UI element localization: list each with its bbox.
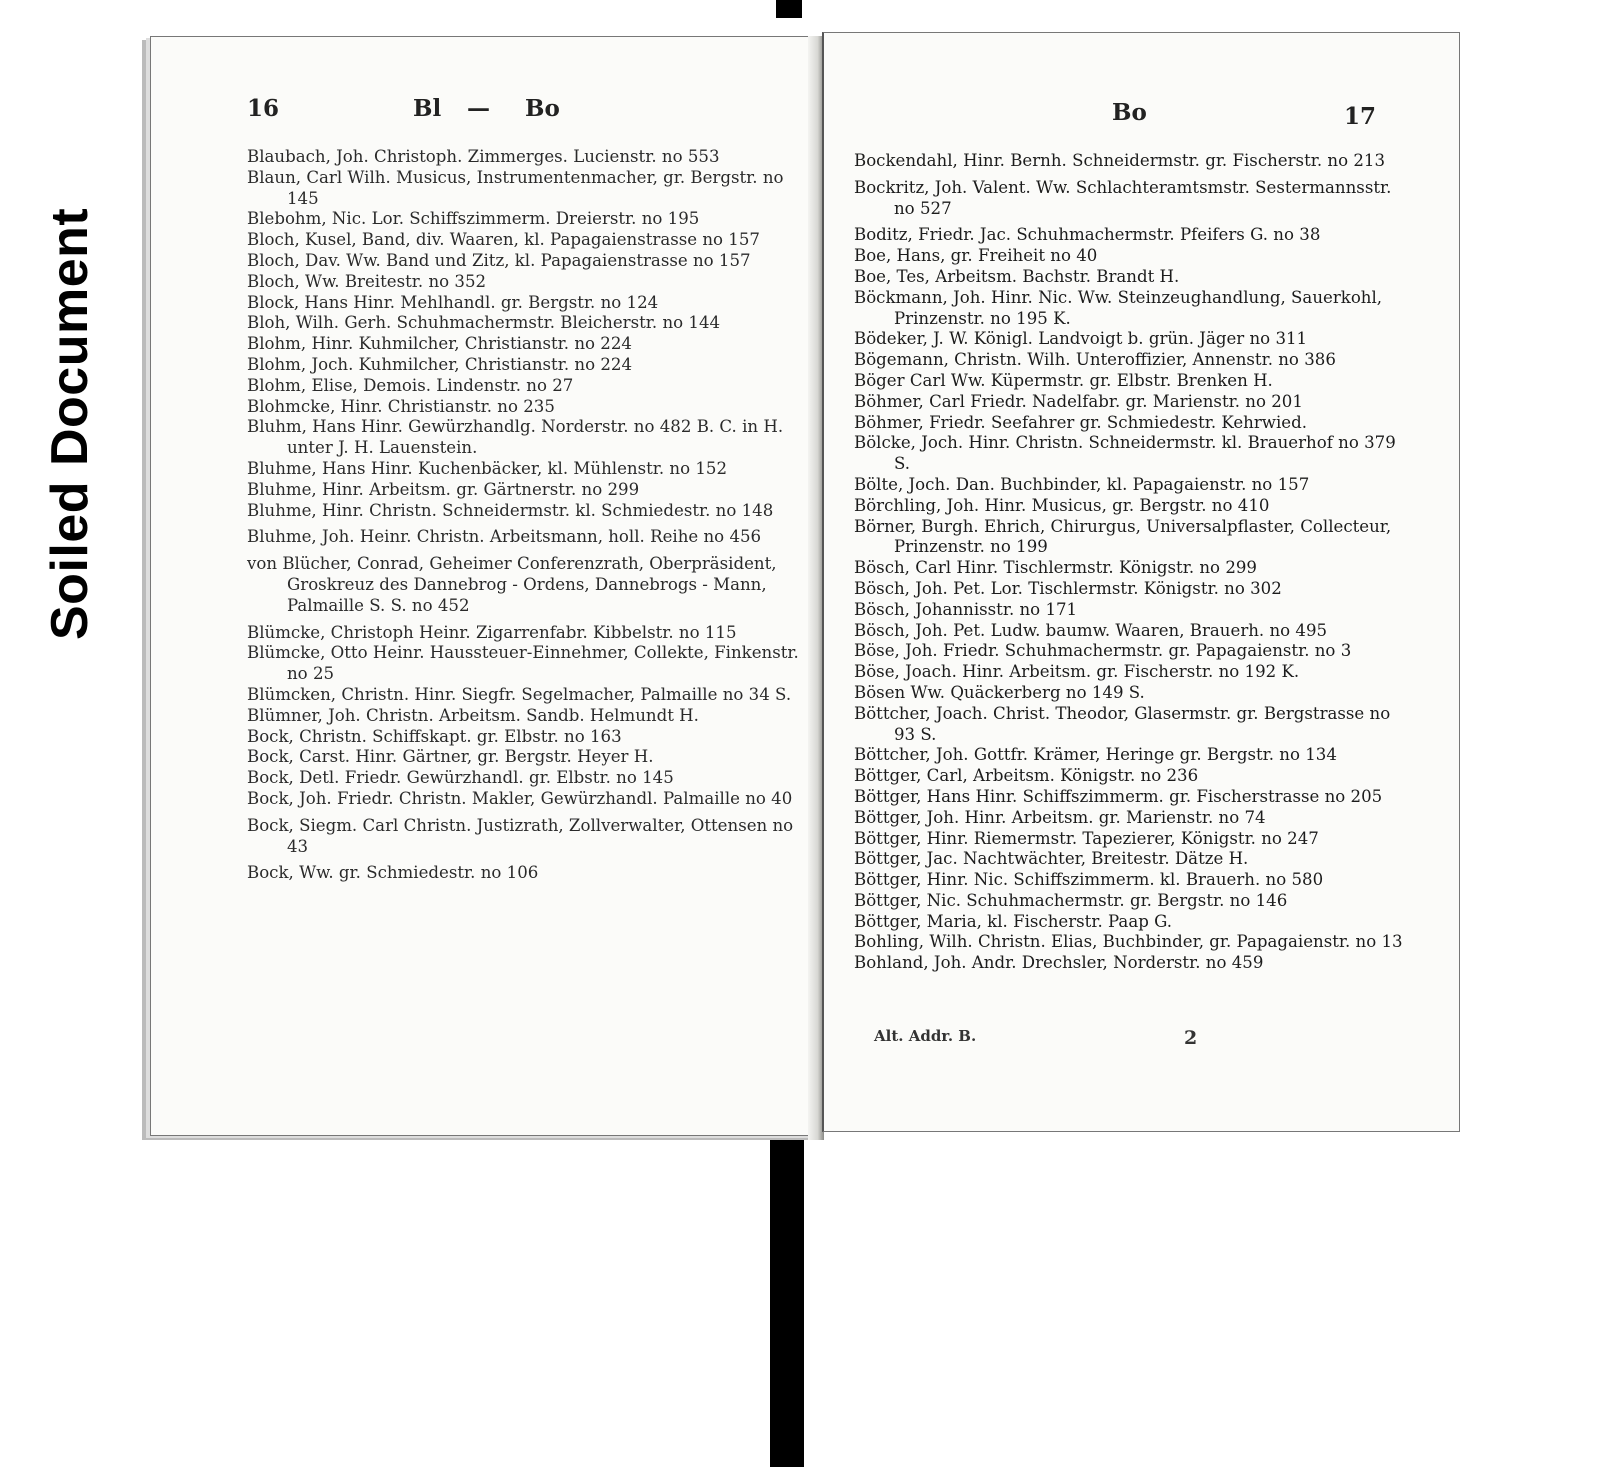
entry: Blümcke, Otto Heinr. Haussteuer-Einnehmer, Collekte, Finkenstr. no 25 <box>247 643 799 684</box>
entry: Blohm, Joch. Kuhmilcher, Christianstr. no 224 <box>247 354 633 374</box>
entry: Bohling, Wilh. Christn. Elias, Buchbinder, gr. Papagaienstr. no 13 <box>854 932 1403 952</box>
entry: Böttger, Hinr. Riemermstr. Tapezierer, Königstr. no 247 <box>854 828 1319 848</box>
entry: Boe, Tes, Arbeitsm. Bachstr. Brandt H. <box>854 266 1180 286</box>
entry: Bödeker, J. W. Königl. Landvoigt b. grün. Jäger no 311 <box>854 329 1308 349</box>
entry: Böttger, Joh. Hinr. Arbeitsm. gr. Marienstr. no 74 <box>854 807 1266 827</box>
entry: Bluhm, Hans Hinr. Gewürzhandlg. Norderstr. no 482 B. C. in H. unter J. H. Lauenstein. <box>247 417 784 458</box>
entry: Bockritz, Joh. Valent. Ww. Schlachteramtsmstr. Sestermannsstr. no 527 <box>854 177 1392 218</box>
entry: Blümner, Joh. Christn. Arbeitsm. Sandb. Helmundt H. <box>247 705 699 725</box>
entry: Boe, Hans, gr. Freiheit no 40 <box>854 246 1098 266</box>
open-book <box>150 16 1460 1136</box>
entry: Böttger, Maria, kl. Fischerstr. Paap G. <box>854 911 1173 931</box>
page-number-left: 16 <box>247 95 280 122</box>
footer-signature: Alt. Addr. B. <box>874 1027 977 1045</box>
entry: Bloch, Dav. Ww. Band und Zitz, kl. Papagaienstrasse no 157 <box>247 250 751 270</box>
entry: Bluhme, Hans Hinr. Kuchenbäcker, kl. Mühlenstr. no 152 <box>247 458 728 478</box>
entry: Bögemann, Christn. Wilh. Unteroffizier, Annenstr. no 386 <box>854 350 1336 370</box>
page-number-right: 17 <box>1344 103 1377 130</box>
entry: Bloch, Ww. Breitestr. no 352 <box>247 271 487 291</box>
entry: Böttcher, Joach. Christ. Theodor, Glasermstr. gr. Bergstrasse no 93 S. <box>854 703 1391 744</box>
range-end: Bo <box>525 95 560 122</box>
entry: Bock, Christn. Schiffskapt. gr. Elbstr. no 163 <box>247 726 622 746</box>
entry: Böhmer, Carl Friedr. Nadelfabr. gr. Marienstr. no 201 <box>854 391 1303 411</box>
entry: Böttcher, Joh. Gottfr. Krämer, Heringe gr. Bergstr. no 134 <box>854 745 1337 765</box>
entry: Böckmann, Joh. Hinr. Nic. Ww. Steinzeughandlung, Sauerkohl, Prinzenstr. no 195 K. <box>854 287 1383 328</box>
entry: Blohmcke, Hinr. Christianstr. no 235 <box>247 396 555 416</box>
entry: Bock, Detl. Friedr. Gewürzhandl. gr. Elbstr. no 145 <box>247 768 674 788</box>
entry: Boditz, Friedr. Jac. Schuhmachermstr. Pfeifers G. no 38 <box>854 225 1321 245</box>
entry: Bösch, Johannisstr. no 171 <box>854 599 1078 619</box>
entry: Bockendahl, Hinr. Bernh. Schneidermstr. gr. Fischerstr. no 213 <box>854 151 1386 170</box>
entry: Böttger, Hinr. Nic. Schiffszimmerm. kl. Brauerh. no 580 <box>854 870 1324 890</box>
entry: Böttger, Carl, Arbeitsm. Königstr. no 236 <box>854 766 1199 786</box>
entry: Bloch, Kusel, Band, div. Waaren, kl. Papagaienstrasse no 157 <box>247 230 760 250</box>
entry: Böger Carl Ww. Küpermstr. gr. Elbstr. Brenken H. <box>854 370 1273 390</box>
entry: Blümcke, Christoph Heinr. Zigarrenfabr. Kibbelstr. no 115 <box>247 622 737 642</box>
entry: Blohm, Elise, Demois. Lindenstr. no 27 <box>247 375 574 395</box>
entry: Böse, Joh. Friedr. Schuhmachermstr. gr. Papagaienstr. no 3 <box>854 641 1352 661</box>
entry: Bock, Joh. Friedr. Christn. Makler, Gewürzhandl. Palmaille no 40 <box>247 788 793 808</box>
entry: Böttger, Nic. Schuhmachermstr. gr. Bergstr. no 146 <box>854 890 1288 910</box>
entry: Blebohm, Nic. Lor. Schiffszimmerm. Dreierstr. no 195 <box>247 209 700 229</box>
entry: Böse, Joach. Hinr. Arbeitsm. gr. Fischerstr. no 192 K. <box>854 662 1300 682</box>
entry: Bölte, Joch. Dan. Buchbinder, kl. Papagaienstr. no 157 <box>854 474 1310 494</box>
entry: Bloh, Wilh. Gerh. Schuhmachermstr. Bleicherstr. no 144 <box>247 313 721 333</box>
entry: Bock, Siegm. Carl Christn. Justizrath, Zollverwalter, Ottensen no 43 <box>247 815 794 856</box>
footer-sheet-number: 2 <box>1184 1027 1198 1049</box>
entry: Bock, Ww. gr. Schmiedestr. no 106 <box>247 863 539 883</box>
entry: Bösch, Joh. Pet. Ludw. baumw. Waaren, Brauerh. no 495 <box>854 620 1328 640</box>
entry: Börner, Burgh. Ehrich, Chirurgus, Universalpflaster, Collecteur, Prinzenstr. no 199 <box>854 516 1392 557</box>
soiled-document-stamp: Soiled Document <box>41 207 99 640</box>
entry: Bösen Ww. Quäckerberg no 149 S. <box>854 682 1145 702</box>
entry: Bock, Carst. Hinr. Gärtner, gr. Bergstr. Heyer H. <box>247 747 654 767</box>
entry: Blaun, Carl Wilh. Musicus, Instrumentenmacher, gr. Bergstr. no 145 <box>247 167 784 208</box>
entry: Bösch, Carl Hinr. Tischlermstr. Königstr. no 299 <box>854 558 1257 578</box>
entry: Bölcke, Joch. Hinr. Christn. Schneidermstr. kl. Brauerhof no 379 S. <box>854 433 1396 474</box>
entry: Blaubach, Joh. Christoph. Zimmerges. Lucienstr. no 553 <box>247 147 720 166</box>
entry: von Blücher, Conrad, Geheimer Conferenzrath, Oberpräsident, Groskreuz des Dannebrog - Ordens, Dannebrogs - Mann, Palmaille S. S. no 452 <box>247 554 777 615</box>
range-start: Bl <box>413 95 442 122</box>
entry: Blohm, Hinr. Kuhmilcher, Christianstr. no 224 <box>247 334 632 354</box>
left-page <box>150 36 822 1136</box>
entry: Bluhme, Hinr. Arbeitsm. gr. Gärtnerstr. no 299 <box>247 479 640 499</box>
entry: Block, Hans Hinr. Mehlhandl. gr. Bergstr. no 124 <box>247 292 659 312</box>
running-head-right: Bo <box>1112 99 1147 126</box>
entry: Bluhme, Hinr. Christn. Schneidermstr. kl. Schmiedestr. no 148 <box>247 500 774 520</box>
left-entry-list <box>247 147 803 884</box>
binding-strip-bottom <box>770 1132 804 1467</box>
right-page <box>822 32 1460 1132</box>
right-entry-list <box>854 151 1414 974</box>
entry: Bluhme, Joh. Heinr. Christn. Arbeitsmann, holl. Reihe no 456 <box>247 527 762 547</box>
entry: Böttger, Jac. Nachtwächter, Breitestr. Dätze H. <box>854 849 1249 869</box>
entry: Blümcken, Christn. Hinr. Siegfr. Segelmacher, Palmaille no 34 S. <box>247 684 792 704</box>
entry: Bösch, Joh. Pet. Lor. Tischlermstr. Königstr. no 302 <box>854 578 1282 598</box>
entry: Böhmer, Friedr. Seefahrer gr. Schmiedestr. Kehrwied. <box>854 412 1308 432</box>
entry: Bohland, Joh. Andr. Drechsler, Norderstr. no 459 <box>854 953 1264 973</box>
entry: Böttger, Hans Hinr. Schiffszimmerm. gr. Fischerstrasse no 205 <box>854 786 1383 806</box>
range-dash: — <box>467 95 490 122</box>
entry: Börchling, Joh. Hinr. Musicus, gr. Bergstr. no 410 <box>854 495 1270 515</box>
